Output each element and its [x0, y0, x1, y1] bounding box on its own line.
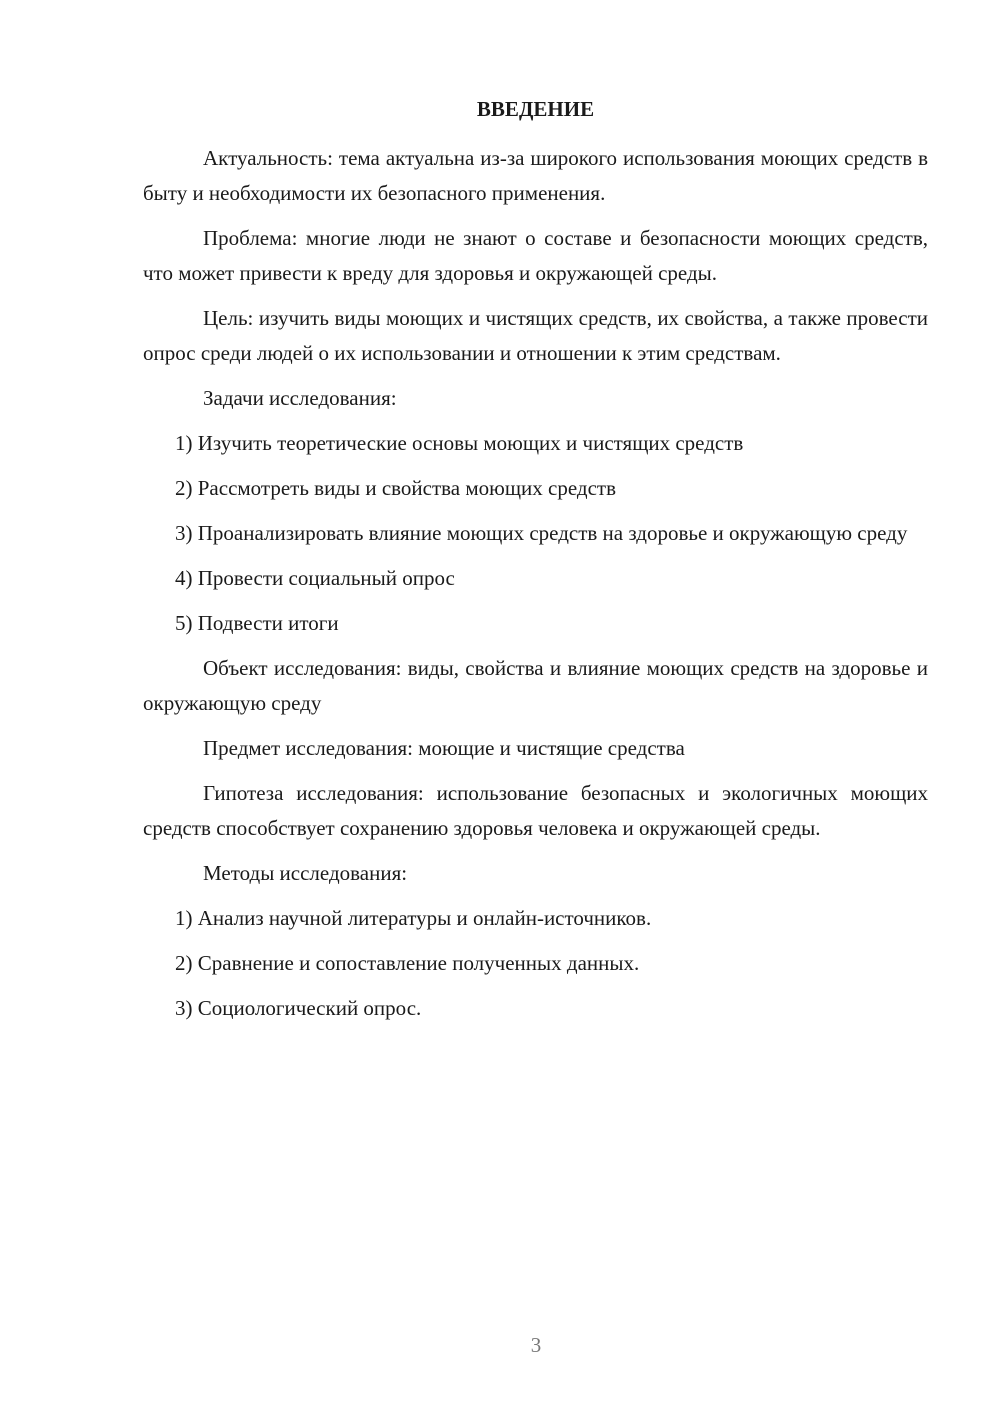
- relevance-paragraph: Актуальность: тема актуальна из-за широкого использования моющих средств в быту и необходимости их безопасного применения.: [143, 146, 928, 205]
- page-number: 3: [530, 1333, 542, 1357]
- method-item: 3) Социологический опрос.: [175, 996, 422, 1020]
- page-title: ВВЕДЕНИЕ: [476, 97, 595, 121]
- task-item: 4) Провести социальный опрос: [175, 566, 455, 590]
- task-item: 1) Изучить теоретические основы моющих и чистящих средств: [175, 431, 744, 455]
- goal-paragraph: Цель: изучить виды моющих и чистящих средств, их свойства, а также провести опрос среди людей о их использовании и отношении к этим средствам.: [143, 306, 928, 365]
- task-item: 5) Подвести итоги: [175, 611, 339, 635]
- method-item: 1) Анализ научной литературы и онлайн-источников.: [175, 906, 652, 930]
- tasks-heading: Задачи исследования:: [203, 386, 397, 410]
- hypothesis-paragraph: Гипотеза исследования: использование безопасных и экологичных моющих средств способствует сохранению здоровья человека и окружающей среды.: [143, 781, 928, 840]
- object-paragraph: Объект исследования: виды, свойства и влияние моющих средств на здоровье и окружающую среду: [143, 656, 928, 715]
- methods-heading: Методы исследования:: [203, 861, 408, 885]
- document-page: [143, 92, 928, 1036]
- task-item: 3) Проанализировать влияние моющих средств на здоровье и окружающую среду: [175, 521, 908, 545]
- subject-paragraph: Предмет исследования: моющие и чистящие средства: [203, 736, 685, 760]
- problem-paragraph: Проблема: многие люди не знают о составе и безопасности моющих средств, что может привести к вреду для здоровья и окружающей среды.: [143, 226, 928, 285]
- task-item: 2) Рассмотреть виды и свойства моющих средств: [175, 476, 616, 500]
- method-item: 2) Сравнение и сопоставление полученных данных.: [175, 951, 640, 975]
